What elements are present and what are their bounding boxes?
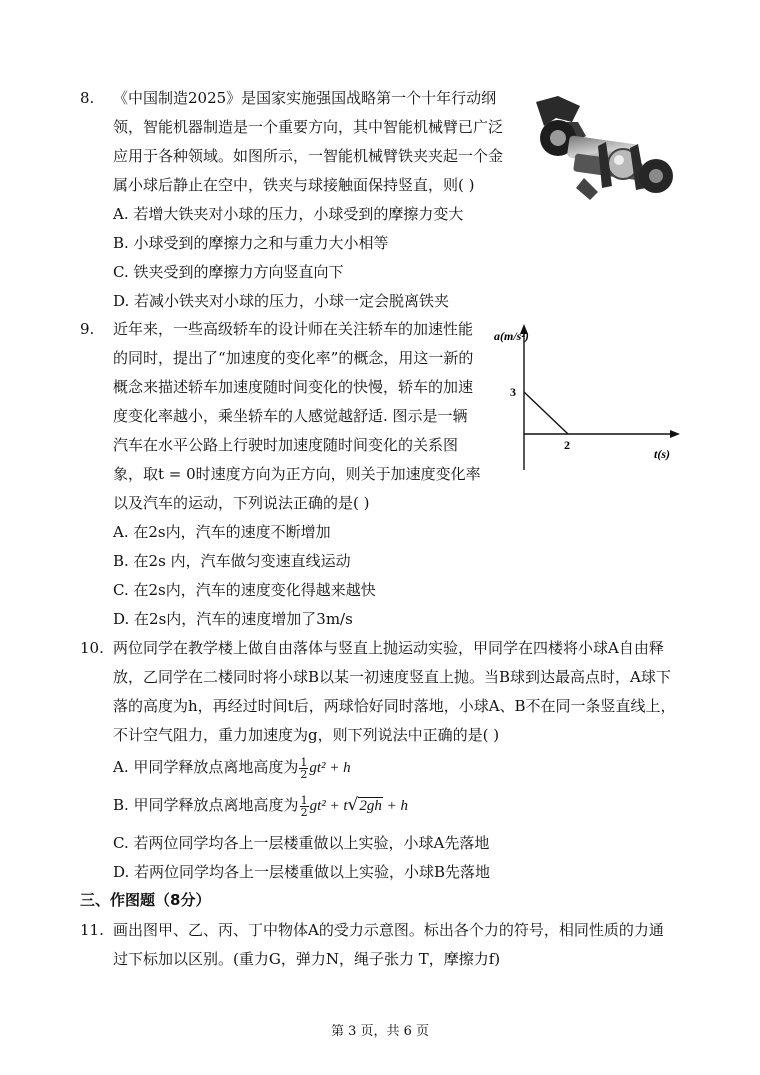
question-9-line-7: 以及汽车的运动，下列说法正确的是( )	[113, 494, 370, 512]
question-11-line-1: 画出图甲、乙、丙、丁中物体A的受力示意图。标出各个力的符号，相同性质的力通	[113, 921, 664, 939]
acceleration-time-graph	[490, 318, 690, 478]
question-9-line-2: 的同时，提出了“加速度的变化率”的概念，用这一新的	[113, 349, 474, 367]
question-10-line-1: 两位同学在教学楼上做自由落体与竖直上抛运动实验，甲同学在四楼将小球A自由释	[113, 639, 664, 657]
question-11-number: 11.	[80, 921, 104, 939]
y-axis-label: a(m/s²)	[494, 329, 529, 343]
question-8-line-3: 应用于各种领域。如图所示，一智能机械臂铁夹夹起一个金	[113, 147, 504, 165]
question-9-option-d: D. 在2s内，汽车的速度增加了3m/s	[113, 610, 353, 628]
fraction-one-half: $\frac{1}{2}$	[300, 755, 308, 781]
question-10-line-4: 不计空气阻力，重力加速度为g，则下列说法中正确的是( )	[113, 726, 500, 744]
y-tick-label: 3	[510, 385, 516, 399]
question-9-line-3: 概念来描述轿车加速度随时间变化的快慢，轿车的加速	[113, 378, 474, 396]
question-10-option-a: A. 甲同学释放点离地高度为 $\frac{1}{2}$ gt² + h	[113, 755, 351, 781]
question-10-option-c: C. 若两位同学均各上一层楼重做以上实验，小球A先落地	[113, 834, 490, 852]
question-10-option-b: B. 甲同学释放点离地高度为 $\frac{1}{2}$ gt² + t√2gh + h	[113, 793, 408, 819]
question-9-line-1: 近年来，一些高级轿车的设计师在关注轿车的加速性能	[113, 320, 474, 338]
question-9-option-b: B. 在2s 内，汽车做匀变速直线运动	[113, 552, 351, 570]
page-footer: 第 3 页，共 6 页	[330, 1024, 430, 1039]
question-9-number: 9.	[80, 320, 95, 338]
x-tick-label: 2	[564, 438, 570, 452]
question-8-number: 8.	[80, 89, 95, 107]
question-10-line-2: 放，乙同学在二楼同时将小球B以某一初速度竖直上抛。当B球到达最高点时，A球下	[113, 668, 671, 686]
question-9-option-a: A. 在2s内，汽车的速度不断增加	[113, 523, 331, 541]
question-11-line-2: 过下标加以区别。(重力G，弹力N，绳子张力 T，摩擦力f)	[113, 950, 501, 968]
question-10-line-3: 落的高度为h，再经过时间t后，两球恰好同时落地，小球A、B不在同一条竖直线上，	[113, 697, 676, 715]
question-10-number: 10.	[80, 639, 104, 657]
x-axis-arrow	[670, 430, 680, 438]
question-9-line-4: 度变化率越小，乘坐轿车的人感觉越舒适. 图示是一辆	[113, 407, 468, 425]
question-8-line-1: 《中国制造2025》是国家实施强国战略第一个十年行动纲	[113, 89, 497, 107]
question-8-option-b: B. 小球受到的摩擦力之和与重力大小相等	[113, 234, 389, 252]
question-10-option-d: D. 若两位同学均各上一层楼重做以上实验，小球B先落地	[113, 863, 491, 881]
robotic-arm-image	[528, 92, 678, 222]
x-axis-label: t(s)	[654, 447, 670, 461]
question-8-option-d: D. 若减小铁夹对小球的压力，小球一定会脱离铁夹	[113, 292, 450, 310]
question-9-line-6: 象，取t = 0时速度方向为正方向，则关于加速度变化率	[113, 465, 481, 483]
question-9-line-5: 汽车在水平公路上行驶时加速度随时间变化的关系图	[113, 436, 459, 454]
question-8-option-a: A. 若增大铁夹对小球的压力，小球受到的摩擦力变大	[113, 205, 464, 223]
question-9-option-c: C. 在2s内，汽车的速度变化得越来越快	[113, 581, 376, 599]
section-3-title: 三、作图题（8分）	[80, 891, 211, 909]
sqrt-sign: √	[347, 795, 359, 815]
question-8-line-4: 属小球后静止在空中，铁夹与球接触面保持竖直，则( )	[113, 176, 475, 194]
question-8-option-c: C. 铁夹受到的摩擦力方向竖直向下	[113, 263, 344, 281]
acceleration-line	[524, 392, 568, 434]
question-8-line-2: 领，智能机器制造是一个重要方向，其中智能机械臂已广泛	[113, 118, 504, 136]
fraction-one-half-b: $\frac{1}{2}$	[300, 793, 308, 819]
